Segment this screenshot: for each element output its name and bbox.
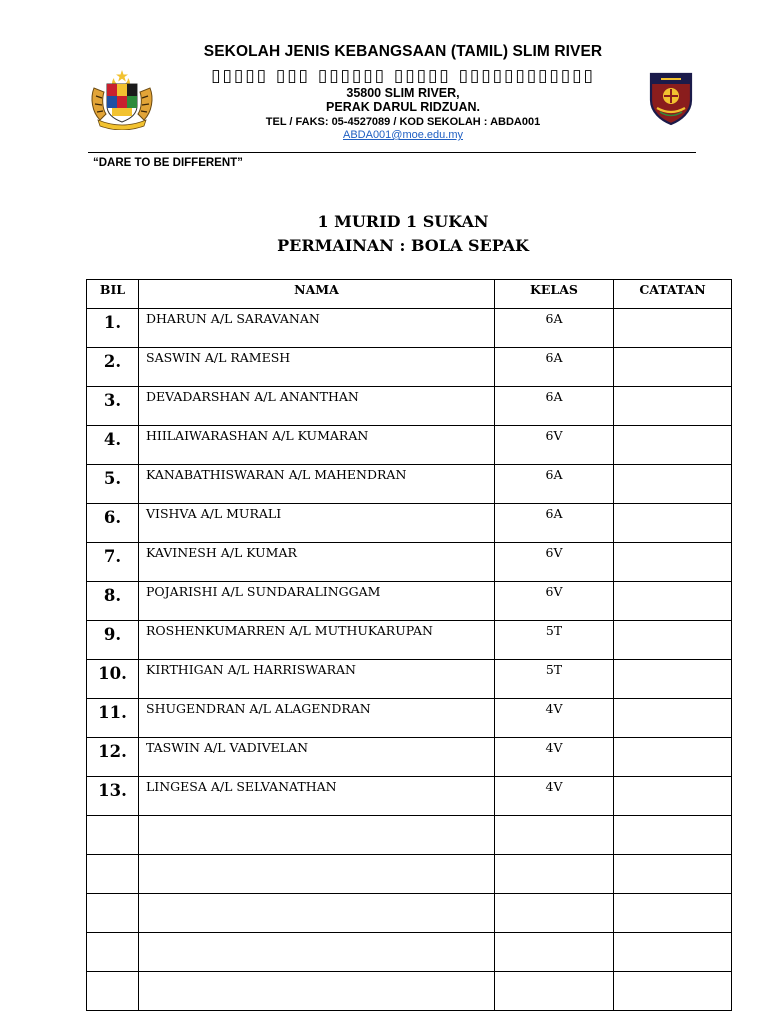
cell-nama: KANABATHISWARAN A/L MAHENDRAN — [139, 465, 495, 504]
table-row — [87, 309, 732, 348]
cell-catatan — [614, 309, 732, 348]
column-header-bil: BIL — [87, 280, 139, 309]
table-row — [87, 894, 732, 933]
table-row — [87, 699, 732, 738]
cell-nama — [139, 972, 495, 1011]
cell-catatan — [614, 465, 732, 504]
school-name-tamil: ▯▯▯▯▯ ▯▯▯ ▯▯▯▯▯▯ ▯▯▯▯▯ ▯▯▯▯▯▯▯▯▯▯▯▯ — [211, 66, 595, 86]
table-row — [87, 738, 732, 777]
cell-bil: 11. — [87, 699, 139, 738]
cell-catatan — [614, 660, 732, 699]
cell-kelas: 6V — [495, 543, 614, 582]
table-row — [87, 972, 732, 1011]
cell-nama: POJARISHI A/L SUNDARALINGGAM — [139, 582, 495, 621]
letterhead — [0, 0, 768, 169]
cell-kelas: 6A — [495, 465, 614, 504]
cell-catatan — [614, 504, 732, 543]
cell-nama: ROSHENKUMARREN A/L MUTHUKARUPAN — [139, 621, 495, 660]
table-row — [87, 777, 732, 816]
cell-bil: 2. — [87, 348, 139, 387]
cell-kelas: 6V — [495, 582, 614, 621]
cell-bil: 5. — [87, 465, 139, 504]
cell-nama: VISHVA A/L MURALI — [139, 504, 495, 543]
cell-catatan — [614, 348, 732, 387]
table-row — [87, 621, 732, 660]
table-row — [87, 855, 732, 894]
cell-nama: SHUGENDRAN A/L ALAGENDRAN — [139, 699, 495, 738]
table-row — [87, 816, 732, 855]
email-line — [0, 129, 768, 141]
cell-bil — [87, 894, 139, 933]
column-header-nama: NAMA — [139, 280, 495, 309]
table-row — [87, 426, 732, 465]
cell-nama — [139, 816, 495, 855]
table-header-row — [87, 280, 732, 309]
cell-catatan — [614, 855, 732, 894]
cell-nama: KAVINESH A/L KUMAR — [139, 543, 495, 582]
cell-kelas — [495, 894, 614, 933]
cell-nama: HIILAIWARASHAN A/L KUMARAN — [139, 426, 495, 465]
cell-kelas: 5T — [495, 660, 614, 699]
student-roster-table — [86, 279, 732, 1011]
cell-catatan — [614, 621, 732, 660]
table-row — [87, 465, 732, 504]
table-row — [87, 582, 732, 621]
cell-nama — [139, 894, 495, 933]
cell-catatan — [614, 894, 732, 933]
cell-bil: 7. — [87, 543, 139, 582]
cell-kelas: 6A — [495, 348, 614, 387]
column-header-kelas: KELAS — [495, 280, 614, 309]
school-motto: “DARE TO BE DIFFERENT” — [93, 157, 243, 169]
table-row — [87, 504, 732, 543]
cell-bil: 10. — [87, 660, 139, 699]
letterhead-divider — [88, 152, 696, 153]
cell-bil: 12. — [87, 738, 139, 777]
cell-nama: TASWIN A/L VADIVELAN — [139, 738, 495, 777]
cell-kelas: 6A — [495, 504, 614, 543]
cell-nama — [139, 933, 495, 972]
cell-bil — [87, 933, 139, 972]
cell-nama: DEVADARSHAN A/L ANANTHAN — [139, 387, 495, 426]
address-line-1: 35800 SLIM RIVER, — [346, 86, 460, 100]
cell-catatan — [614, 387, 732, 426]
cell-bil: 13. — [87, 777, 139, 816]
cell-nama: KIRTHIGAN A/L HARRISWARAN — [139, 660, 495, 699]
cell-bil — [87, 972, 139, 1011]
cell-bil: 8. — [87, 582, 139, 621]
school-name: SEKOLAH JENIS KEBANGSAAN (TAMIL) SLIM RIVER — [203, 43, 603, 60]
cell-catatan — [614, 972, 732, 1011]
cell-kelas: 4V — [495, 738, 614, 777]
cell-catatan — [614, 543, 732, 582]
cell-catatan — [614, 582, 732, 621]
cell-bil — [87, 816, 139, 855]
telephone-and-school-code: TEL / FAKS: 05-4527089 / KOD SEKOLAH : ABDA001 — [265, 116, 541, 128]
cell-kelas: 5T — [495, 621, 614, 660]
cell-bil: 3. — [87, 387, 139, 426]
cell-kelas: 4V — [495, 699, 614, 738]
cell-catatan — [614, 426, 732, 465]
cell-kelas: 4V — [495, 777, 614, 816]
table-row — [87, 543, 732, 582]
email-link[interactable]: ABDA001@moe.edu.my — [342, 129, 463, 141]
cell-catatan — [614, 699, 732, 738]
cell-bil: 4. — [87, 426, 139, 465]
cell-bil: 6. — [87, 504, 139, 543]
cell-catatan — [614, 933, 732, 972]
cell-catatan — [614, 816, 732, 855]
table-row — [87, 660, 732, 699]
cell-bil — [87, 855, 139, 894]
table-row — [87, 387, 732, 426]
cell-bil: 9. — [87, 621, 139, 660]
cell-kelas — [495, 972, 614, 1011]
cell-nama: LINGESA A/L SELVANATHAN — [139, 777, 495, 816]
cell-kelas — [495, 933, 614, 972]
column-header-catatan: CATATAN — [614, 280, 732, 309]
cell-nama: SASWIN A/L RAMESH — [139, 348, 495, 387]
cell-nama — [139, 855, 495, 894]
cell-catatan — [614, 777, 732, 816]
school-crest-icon — [648, 68, 694, 126]
cell-kelas — [495, 855, 614, 894]
cell-kelas: 6A — [495, 309, 614, 348]
table-row — [87, 933, 732, 972]
document-title: 1 MURID 1 SUKAN — [317, 212, 489, 231]
cell-bil: 1. — [87, 309, 139, 348]
cell-kelas — [495, 816, 614, 855]
table-row — [87, 348, 732, 387]
cell-kelas: 6A — [495, 387, 614, 426]
cell-catatan — [614, 738, 732, 777]
document-subtitle: PERMAINAN : BOLA SEPAK — [277, 236, 529, 255]
cell-kelas: 6V — [495, 426, 614, 465]
address-line-2: PERAK DARUL RIDZUAN. — [326, 100, 480, 114]
cell-nama: DHARUN A/L SARAVANAN — [139, 309, 495, 348]
